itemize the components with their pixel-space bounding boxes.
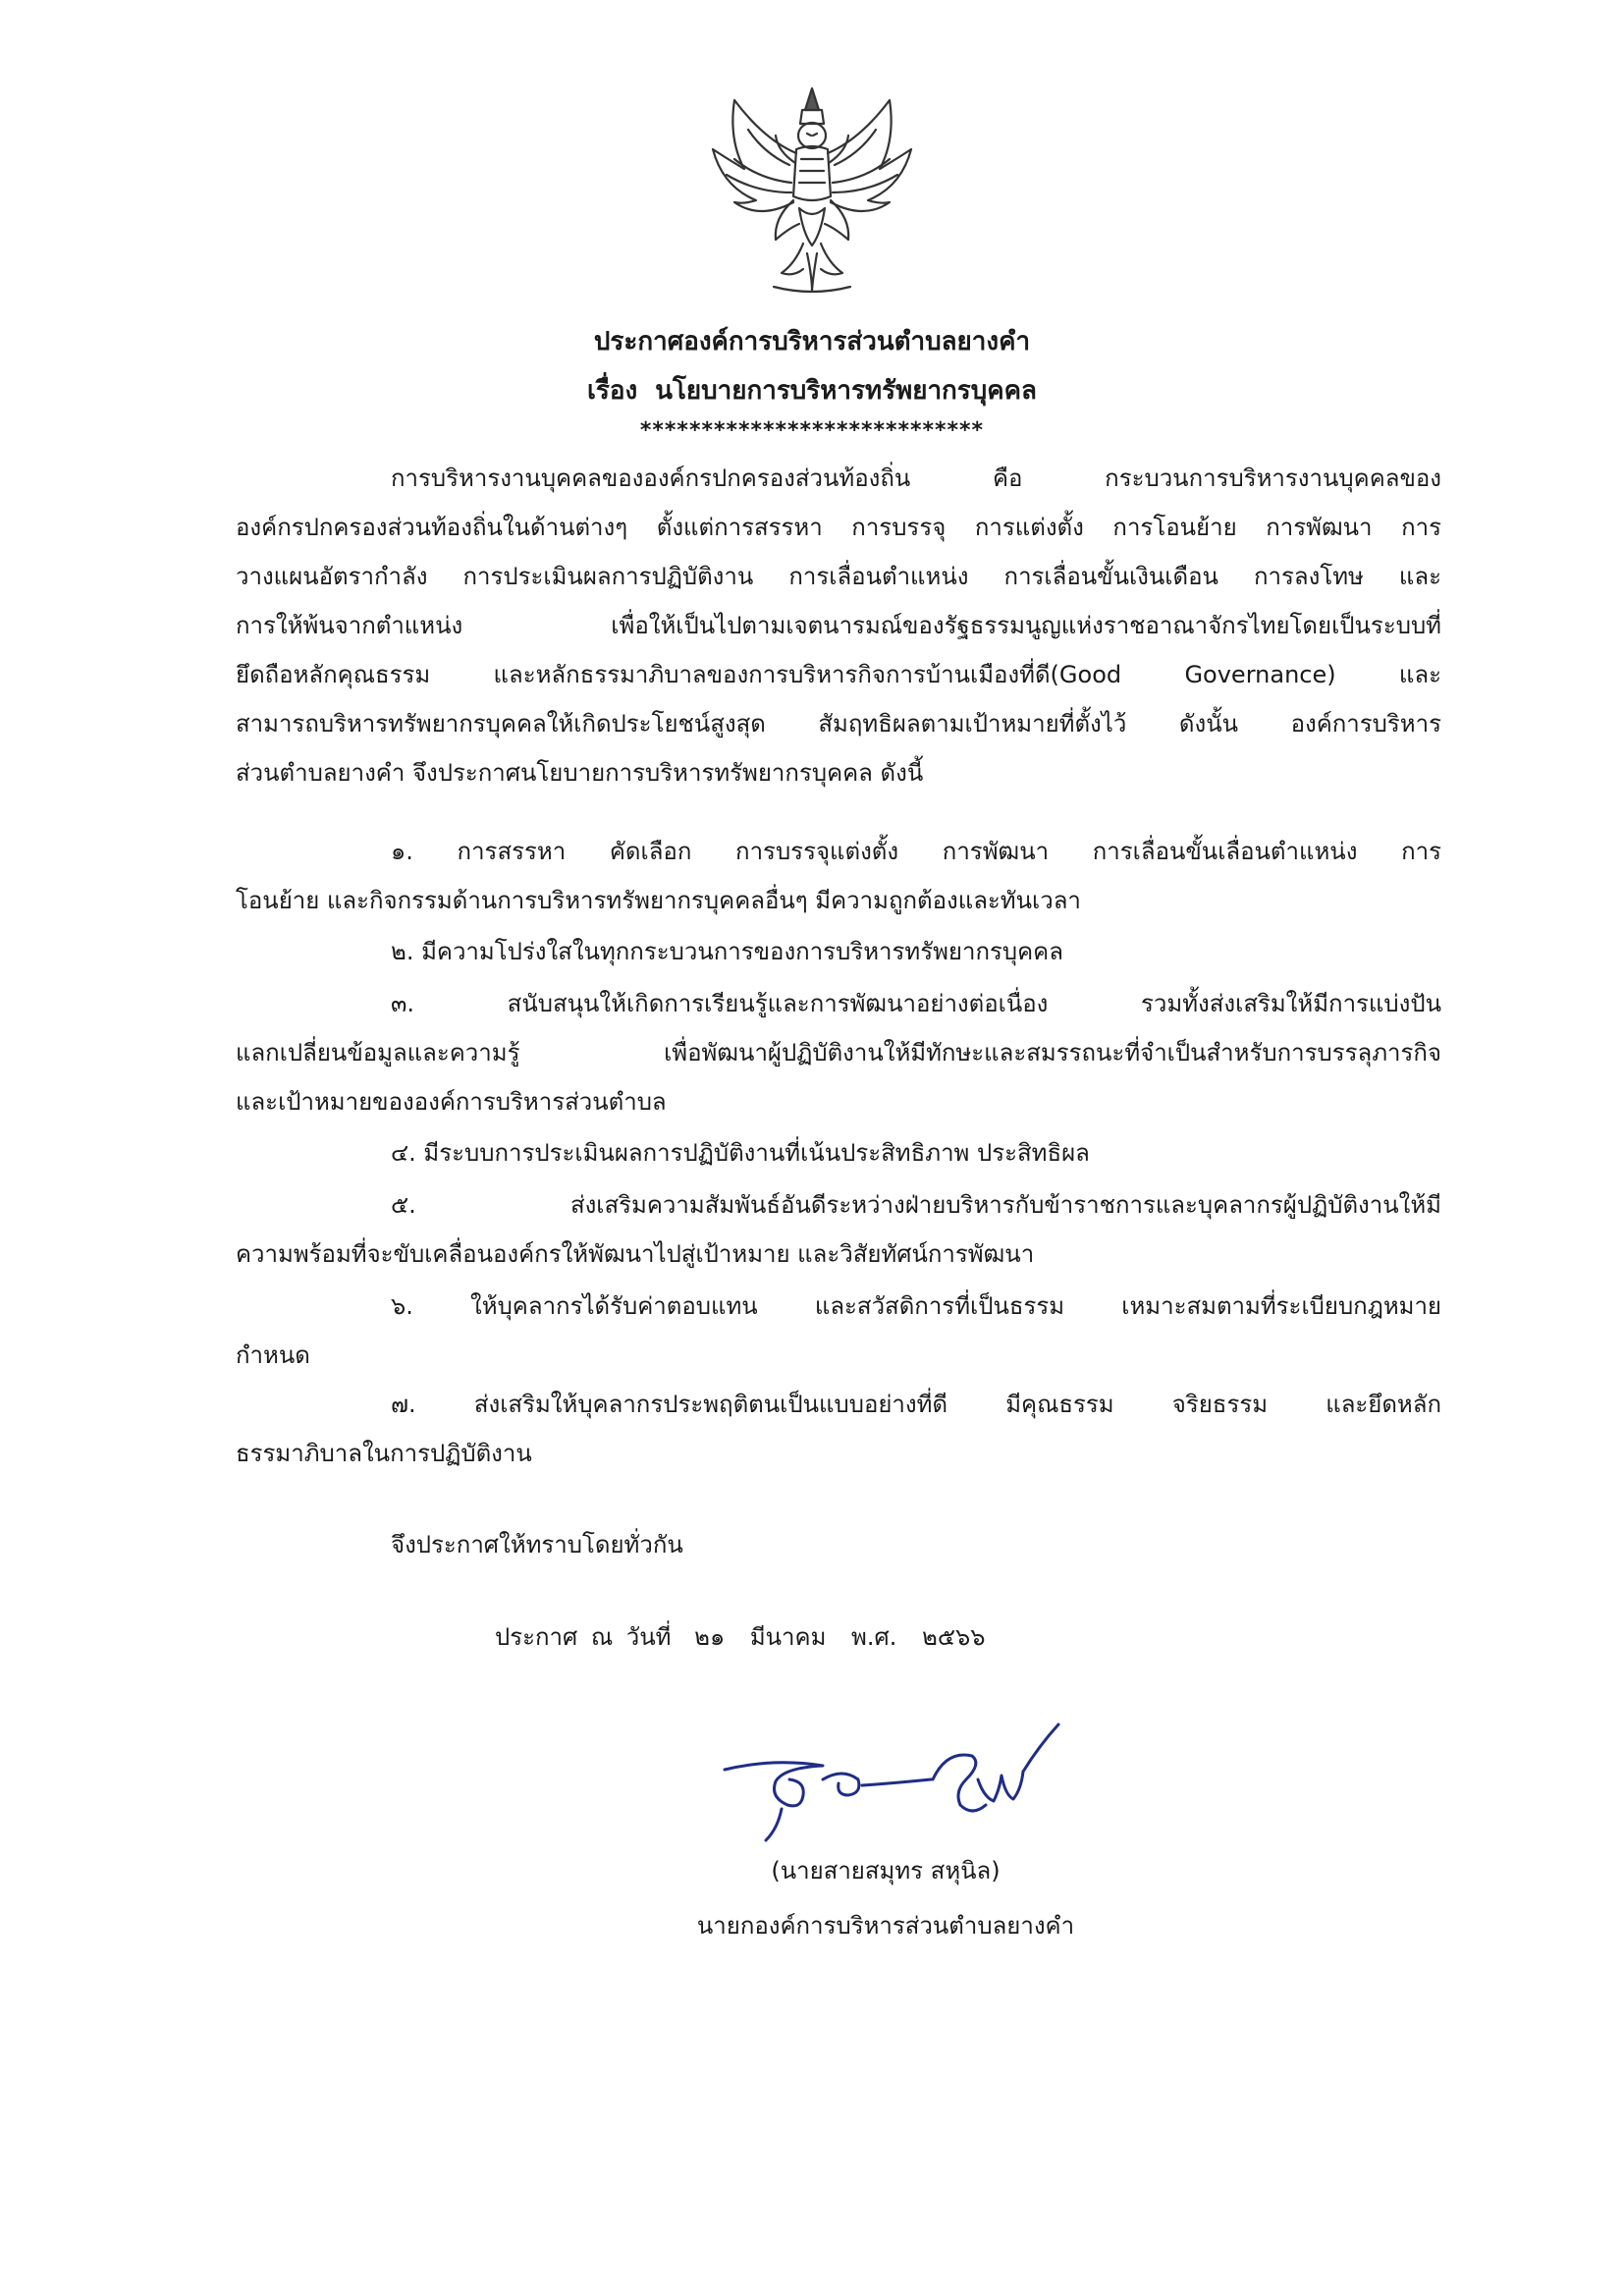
garuda-emblem-icon (705, 81, 919, 299)
intro-line: องค์กรปกครองส่วนท้องถิ่นในด้านต่างๆ ตั้งแต่การสรรหา การบรรจุ การแต่งตั้ง การโอนย้าย การพัฒนา การ (236, 514, 1441, 541)
policy-item-4: ๔. มีระบบการประเมินผลการปฏิบัติงานที่เน้นประสิทธิภาพ ประสิทธิผล (391, 1139, 1090, 1167)
signatory-position: นายกองค์การบริหารส่วนตำบลยางคำ (696, 1912, 1075, 1940)
header-separator: **************************** (639, 418, 985, 443)
handwritten-signature (715, 1711, 1098, 1858)
date-prefix: ประกาศ ณ วันที่ (495, 1623, 672, 1651)
intro-line: วางแผนอัตรากำลัง การประเมินผลการปฏิบัติงาน การเลื่อนตำแหน่ง การเลื่อนขั้นเงินเดือน การลงโทษ และ (236, 563, 1441, 590)
policy-item-1-cont: โอนย้าย และกิจกรรมด้านการบริหารทรัพยากรบุคคลอื่นๆ มีความถูกต้องและทันเวลา (236, 887, 1081, 914)
policy-item-7: ๗. ส่งเสริมให้บุคลากรประพฤติตนเป็นแบบอย่างที่ดี มีคุณธรรม จริยธรรม และยึดหลัก (391, 1391, 1441, 1418)
policy-item-3-cont: แลกเปลี่ยนข้อมูลและความรู้ เพื่อพัฒนาผู้ปฏิบัติงานให้มีทักษะและสมรรถนะที่จำเป็นสำหรับการบรรลุภารกิจ (236, 1039, 1441, 1066)
date-month: มีนาคม (749, 1623, 827, 1651)
policy-item-6: ๖. ให้บุคลากรได้รับค่าตอบแทน และสวัสดิการที่เป็นธรรม เหมาะสมตามที่ระเบียบกฎหมาย (391, 1292, 1441, 1320)
intro-line: ส่วนตำบลยางคำ จึงประกาศนโยบายการบริหารทรัพยากรบุคคล ดังนี้ (236, 759, 924, 787)
date-era: พ.ศ. (851, 1623, 897, 1651)
announcement-date (495, 1620, 985, 1654)
closing-statement: จึงประกาศให้ทราบโดยทั่วกัน (391, 1531, 683, 1558)
subject-text: นโยบายการบริหารทรัพยากรบุคคล (655, 376, 1037, 406)
signatory-name: (นายสายสมุทร สหุนิล) (771, 1857, 1001, 1885)
document-title: ประกาศองค์การบริหารส่วนตำบลยางคำ (593, 327, 1031, 356)
intro-line: ยึดถือหลักคุณธรรม และหลักธรรมาภิบาลของการบริหารกิจการบ้านเมืองที่ดี(Good Governance) และ (236, 661, 1441, 688)
policy-item-5: ๕. ส่งเสริมความสัมพันธ์อันดีระหว่างฝ่ายบริหารกับข้าราชการและบุคลากรผู้ปฏิบัติงานให้มี (391, 1191, 1441, 1219)
policy-item-5-cont: ความพร้อมที่จะขับเคลื่อนองค์กรให้พัฒนาไปสู่เป้าหมาย และวิสัยทัศน์การพัฒนา (236, 1240, 1035, 1268)
policy-item-3: ๓. สนับสนุนให้เกิดการเรียนรู้และการพัฒนาอย่างต่อเนื่อง รวมทั้งส่งเสริมให้มีการแบ่งปัน (391, 990, 1441, 1017)
policy-item-7-cont: ธรรมาภิบาลในการปฏิบัติงาน (236, 1440, 532, 1467)
policy-item-6-cont: กำหนด (236, 1341, 310, 1369)
policy-item-1: ๑. การสรรหา คัดเลือก การบรรจุแต่งตั้ง การพัฒนา การเลื่อนขั้นเลื่อนตำแหน่ง การ (391, 838, 1441, 865)
date-year: ๒๕๖๖ (922, 1623, 986, 1651)
intro-line: การให้พ้นจากตำแหน่ง เพื่อให้เป็นไปตามเจตนารมณ์ของรัฐธรรมนูญแห่งราชอาณาจักรไทยโดยเป็นระบบที่ (236, 612, 1441, 639)
date-day: ๒๑ (694, 1623, 726, 1651)
intro-line: การบริหารงานบุคคลขององค์กรปกครองส่วนท้องถิ่น คือ กระบวนการบริหารงานบุคคลของ (391, 465, 1441, 492)
document-subject (0, 373, 1624, 409)
policy-item-2: ๒. มีความโปร่งใสในทุกกระบวนการของการบริหารทรัพยากรบุคคล (391, 938, 1063, 965)
subject-label: เรื่อง (587, 376, 638, 406)
intro-line: สามารถบริหารทรัพยากรบุคคลให้เกิดประโยชน์สูงสุด สัมฤทธิผลตามเป้าหมายที่ตั้งไว้ ดังนั้น องค์การบริหาร (236, 710, 1441, 738)
policy-item-3-cont: และเป้าหมายขององค์การบริหารส่วนตำบล (236, 1088, 667, 1116)
